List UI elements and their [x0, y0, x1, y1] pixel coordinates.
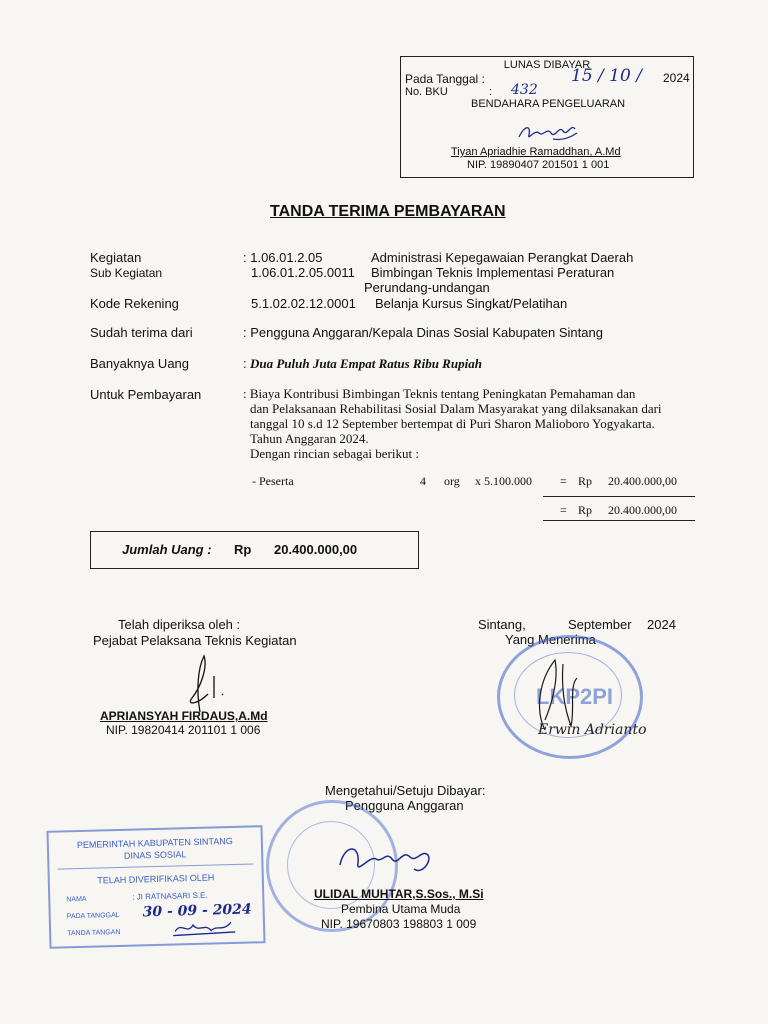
- rincian-price: x 5.100.000: [475, 474, 532, 488]
- rincian-total-line: [543, 496, 695, 497]
- verif-line-1: PEMERINTAH KABUPATEN SINTANG: [76, 835, 233, 851]
- untuk-line-3: tanggal 10 s.d 12 September bertempat di Puri Sharon Malioboro Yogyakarta.: [250, 416, 655, 431]
- bku-label: No. BKU: [405, 86, 448, 98]
- pptk-nip: NIP. 19820414 201101 1 006: [106, 723, 261, 737]
- mengetahui-line-2: Pengguna Anggaran: [345, 798, 464, 813]
- untuk-line-2: dan Pelaksanaan Rehabilitasi Sosial Dalam Masyarakat yang dilaksanakan dari: [250, 401, 662, 416]
- penerima-role: Yang Menerima: [505, 632, 596, 647]
- terima-value: : Pengguna Anggaran/Kepala Dinas Sosial Kabupaten Sintang: [243, 325, 603, 340]
- uang-label: Banyaknya Uang: [90, 356, 190, 371]
- rincian-item: - Peserta: [252, 474, 294, 488]
- rincian-bottom-line: [543, 520, 695, 521]
- total-eq: =: [560, 503, 567, 517]
- pa-rank: Pembina Utama Muda: [341, 902, 461, 916]
- bku-value: 432: [511, 82, 538, 98]
- bendahara-role: BENDAHARA PENGELUARAN: [471, 98, 626, 110]
- kegiatan-name: Administrasi Kepegawaian Perangkat Daerah: [371, 250, 634, 265]
- verif-tanggal-label: PADA TANGGAL: [66, 911, 120, 921]
- verif-nama-label: NAMA: [66, 895, 87, 904]
- verif-divider: [57, 863, 253, 869]
- total-cur: Rp: [578, 503, 593, 517]
- verif-ttd-label: TANDA TANGAN: [67, 928, 121, 938]
- sub-kegiatan-name-1: Bimbingan Teknis Implementasi Peraturan: [371, 265, 615, 280]
- pptk-name: APRIANSYAH FIRDAUS,A.Md: [100, 709, 268, 723]
- kegiatan-label: Kegiatan: [90, 250, 142, 265]
- verif-tanggal-value: 30 - 09 - 2024: [142, 901, 252, 921]
- rincian-amount: 20.400.000,00: [608, 474, 677, 488]
- verifikasi-stamp: [46, 825, 265, 949]
- sintang-city: Sintang,: [478, 617, 526, 632]
- untuk-line-5: Dengan rincian sebagai berikut :: [250, 446, 419, 461]
- uang-value: Dua Puluh Juta Empat Ratus Ribu Rupiah: [250, 356, 482, 371]
- lkp2pi-stamp-text: LKP2PI: [536, 684, 614, 709]
- sub-kegiatan-code: 1.06.01.2.05.0011: [251, 265, 355, 280]
- rekening-code: 5.1.02.02.12.0001: [251, 296, 356, 311]
- jumlah-uang-box: [90, 531, 419, 569]
- rekening-label: Kode Rekening: [90, 296, 179, 311]
- verif-nama-value: : JI RATNASARI S.E.: [132, 890, 208, 902]
- pa-nip: NIP. 19670803 198803 1 009: [321, 917, 477, 931]
- jumlah-cur: Rp: [234, 542, 252, 557]
- document-title: TANDA TERIMA PEMBAYARAN: [270, 203, 506, 220]
- jumlah-label: Jumlah Uang :: [122, 542, 212, 557]
- bendahara-signature: [513, 119, 583, 147]
- untuk-label: Untuk Pembayaran: [90, 387, 202, 402]
- bku-colon: :: [489, 86, 493, 98]
- tanggal-year: 2024: [663, 71, 690, 85]
- tanggal-value: 15 / 10 /: [571, 66, 642, 86]
- kegiatan-code: : 1.06.01.2.05: [243, 250, 323, 265]
- verif-signature: [171, 916, 242, 940]
- diperiksa-line-1: Telah diperiksa oleh :: [118, 617, 241, 632]
- uang-colon: :: [243, 356, 247, 371]
- verif-title: TELAH DIVERIFIKASI OLEH: [97, 872, 215, 886]
- rekening-name: Belanja Kursus Singkat/Pelatihan: [375, 296, 568, 311]
- penerima-hand-name: Erwin Adrianto: [538, 722, 647, 738]
- bendahara-nip: NIP. 19890407 201501 1 001: [467, 159, 610, 171]
- terima-label: Sudah terima dari: [90, 325, 193, 340]
- lunas-title: LUNAS DIBAYAR: [503, 59, 591, 71]
- total-amount: 20.400.000,00: [608, 503, 677, 517]
- lunas-dibayar-box: [400, 56, 694, 178]
- sub-kegiatan-name-2: Perundang-undangan: [364, 280, 490, 295]
- rincian-unit: org: [444, 474, 460, 488]
- bendahara-name: Tiyan Apriadhie Ramaddhan, A.Md: [451, 146, 621, 158]
- verif-line-2: DINAS SOSIAL: [123, 849, 187, 861]
- rincian-cur: Rp: [578, 474, 593, 488]
- sign-month: September: [568, 617, 632, 632]
- sign-year: 2024: [647, 617, 676, 632]
- mengetahui-line-1: Mengetahui/Setuju Dibayar:: [325, 783, 486, 798]
- rincian-eq: =: [560, 474, 567, 488]
- jumlah-value: 20.400.000,00: [274, 542, 358, 557]
- rincian-qty: 4: [420, 474, 426, 488]
- untuk-line-4: Tahun Anggaran 2024.: [250, 431, 369, 446]
- pa-signature: [330, 835, 440, 885]
- sub-kegiatan-label: Sub Kegiatan: [90, 266, 163, 280]
- untuk-line-1: : Biaya Kontribusi Bimbingan Teknis tentang Peningkatan Pemahaman dan: [243, 386, 636, 401]
- diperiksa-line-2: Pejabat Pelaksana Teknis Kegiatan: [93, 633, 297, 648]
- tanggal-label: Pada Tanggal :: [405, 72, 485, 86]
- pa-name: ULIDAL MUHTAR,S.Sos., M.Si: [314, 887, 484, 901]
